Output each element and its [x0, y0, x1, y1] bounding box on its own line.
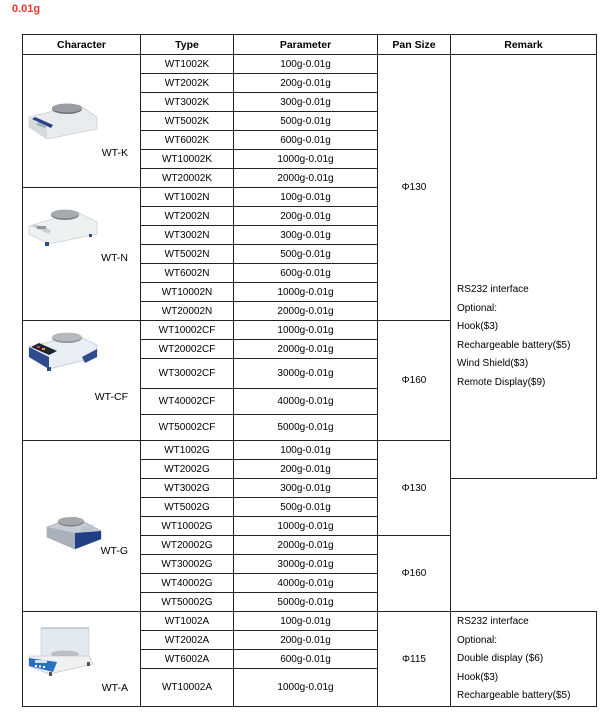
- parameter-cell: 200g-0.01g: [234, 74, 378, 93]
- pan-size-cell: Φ160: [378, 536, 451, 612]
- remark-line: Rechargeable battery($5): [457, 690, 571, 702]
- type-cell: WT1002N: [141, 188, 234, 207]
- type-cell: WT10002G: [141, 517, 234, 536]
- remark-line: Optional:: [457, 634, 498, 646]
- type-cell: WT2002K: [141, 74, 234, 93]
- character-cell-wt-n: [23, 188, 141, 321]
- balance-scale-wt-n-icon: [27, 202, 99, 248]
- remark-line: RS232 interface: [457, 284, 529, 295]
- remark-line: RS232 interface: [457, 616, 529, 627]
- specification-table: [22, 34, 597, 707]
- balance-scale-wt-cf-icon: [27, 327, 99, 373]
- parameter-cell: 600g-0.01g: [234, 650, 378, 669]
- remark-line: Remote Display($9): [457, 376, 546, 388]
- series-name: WT-A: [101, 682, 128, 694]
- pan-size-cell: Φ130: [378, 55, 451, 321]
- remark-cell-wt-a: [451, 612, 597, 707]
- pan-size-cell: Φ130: [378, 441, 451, 536]
- remark-line: Optional:: [457, 302, 498, 314]
- parameter-cell: 100g-0.01g: [234, 188, 378, 207]
- parameter-cell: 600g-0.01g: [234, 264, 378, 283]
- table-header-row: [23, 35, 597, 55]
- parameter-cell: 100g-0.01g: [234, 55, 378, 74]
- parameter-cell: 300g-0.01g: [234, 93, 378, 112]
- type-cell: WT1002K: [141, 55, 234, 74]
- parameter-cell: 2000g-0.01g: [234, 340, 378, 359]
- parameter-cell: 1000g-0.01g: [234, 517, 378, 536]
- parameter-cell: 1000g-0.01g: [234, 283, 378, 302]
- remark-line: Double display ($6): [457, 653, 544, 665]
- header-parameter: Parameter: [234, 35, 378, 55]
- type-cell: WT5002K: [141, 112, 234, 131]
- pan-size-cell: Φ160: [378, 321, 451, 441]
- type-cell: WT30002CF: [141, 359, 234, 389]
- type-cell: WT20002CF: [141, 340, 234, 359]
- header-remark: Remark: [451, 35, 597, 55]
- type-cell: WT2002G: [141, 460, 234, 479]
- header-type: Type: [141, 35, 234, 55]
- parameter-cell: 3000g-0.01g: [234, 359, 378, 389]
- parameter-cell: 1000g-0.01g: [234, 321, 378, 340]
- parameter-cell: 4000g-0.01g: [234, 574, 378, 593]
- parameter-cell: 300g-0.01g: [234, 226, 378, 245]
- character-cell-wt-cf: [23, 321, 141, 441]
- character-cell-wt-g: [23, 441, 141, 612]
- type-cell: WT3002N: [141, 226, 234, 245]
- type-cell: WT10002K: [141, 150, 234, 169]
- character-cell-wt-a: [23, 612, 141, 707]
- type-cell: WT1002A: [141, 612, 234, 631]
- parameter-cell: 5000g-0.01g: [234, 415, 378, 441]
- type-cell: WT20002K: [141, 169, 234, 188]
- series-name: WT-G: [100, 545, 128, 557]
- type-cell: WT50002G: [141, 593, 234, 612]
- parameter-cell: 200g-0.01g: [234, 207, 378, 226]
- type-cell: WT3002G: [141, 479, 234, 498]
- parameter-cell: 500g-0.01g: [234, 112, 378, 131]
- series-name: WT-K: [101, 147, 128, 159]
- type-cell: WT6002K: [141, 131, 234, 150]
- type-cell: WT40002G: [141, 574, 234, 593]
- parameter-cell: 2000g-0.01g: [234, 169, 378, 188]
- series-name: WT-N: [101, 252, 128, 264]
- type-cell: WT1002G: [141, 441, 234, 460]
- type-cell: WT50002CF: [141, 415, 234, 441]
- parameter-cell: 1000g-0.01g: [234, 150, 378, 169]
- parameter-cell: 200g-0.01g: [234, 460, 378, 479]
- remark-line: Rechargeable battery($5): [457, 339, 571, 351]
- remark-cell-main: [451, 55, 597, 479]
- remark-line: Wind Shield($3): [457, 358, 529, 370]
- header-pan-size: Pan Size: [378, 35, 451, 55]
- parameter-cell: 5000g-0.01g: [234, 593, 378, 612]
- parameter-cell: 500g-0.01g: [234, 498, 378, 517]
- character-cell-wt-k: [23, 55, 141, 188]
- parameter-cell: 100g-0.01g: [234, 612, 378, 631]
- table-row: [23, 612, 597, 631]
- parameter-cell: 600g-0.01g: [234, 131, 378, 150]
- type-cell: WT20002G: [141, 536, 234, 555]
- type-cell: WT10002CF: [141, 321, 234, 340]
- balance-scale-wt-g-icon: [45, 509, 105, 551]
- type-cell: WT30002G: [141, 555, 234, 574]
- parameter-cell: 2000g-0.01g: [234, 536, 378, 555]
- type-cell: WT5002N: [141, 245, 234, 264]
- precision-heading: 0.01g: [12, 3, 41, 15]
- header-character: Character: [23, 35, 141, 55]
- parameter-cell: 3000g-0.01g: [234, 555, 378, 574]
- parameter-cell: 1000g-0.01g: [234, 669, 378, 707]
- type-cell: WT2002A: [141, 631, 234, 650]
- parameter-cell: 100g-0.01g: [234, 441, 378, 460]
- parameter-cell: 2000g-0.01g: [234, 302, 378, 321]
- balance-scale-wt-a-icon: [27, 626, 95, 678]
- type-cell: WT10002N: [141, 283, 234, 302]
- series-name: WT-CF: [94, 391, 128, 403]
- pan-size-cell: Φ115: [378, 612, 451, 707]
- parameter-cell: 500g-0.01g: [234, 245, 378, 264]
- parameter-cell: 200g-0.01g: [234, 631, 378, 650]
- parameter-cell: 300g-0.01g: [234, 479, 378, 498]
- remark-line: Hook($3): [457, 671, 499, 683]
- type-cell: WT5002G: [141, 498, 234, 517]
- type-cell: WT20002N: [141, 302, 234, 321]
- parameter-cell: 4000g-0.01g: [234, 389, 378, 415]
- type-cell: WT10002A: [141, 669, 234, 707]
- type-cell: WT3002K: [141, 93, 234, 112]
- type-cell: WT2002N: [141, 207, 234, 226]
- table-row: [23, 55, 597, 74]
- type-cell: WT40002CF: [141, 389, 234, 415]
- remark-line: Hook($3): [457, 321, 499, 333]
- type-cell: WT6002A: [141, 650, 234, 669]
- type-cell: WT6002N: [141, 264, 234, 283]
- balance-scale-wt-k-icon: [27, 95, 99, 139]
